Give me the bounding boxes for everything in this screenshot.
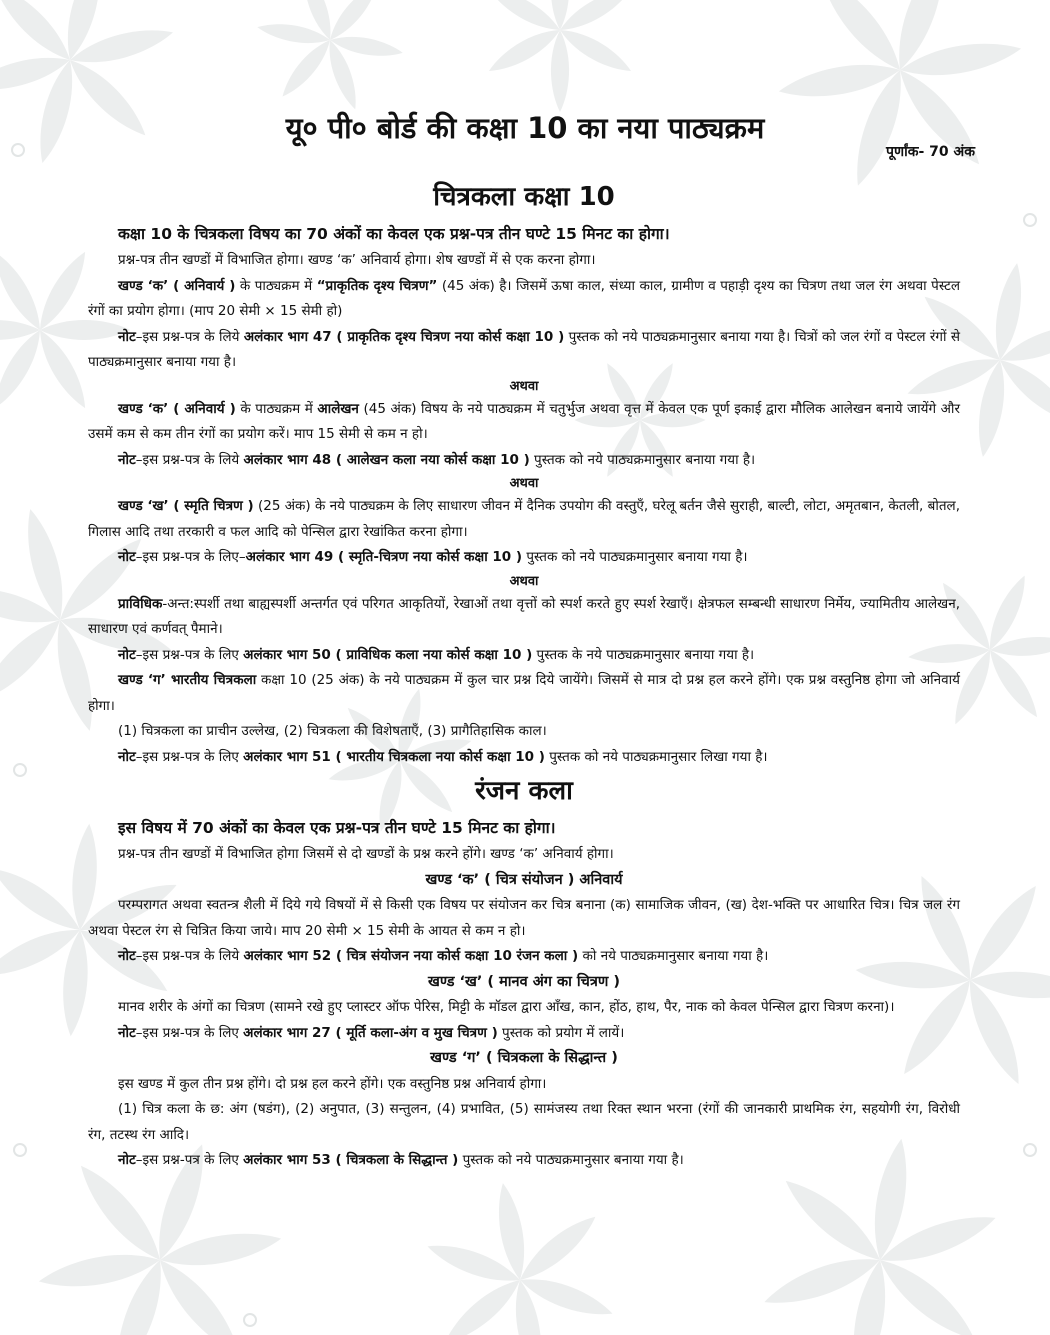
note-paragraph: नोट–इस प्रश्न-पत्र के लिए अलंकार भाग 53 ( चित्रकला के सिद्धान्त ) पुस्तक को नये पाठ्यक्रमानुसार बनाया गया है।	[118, 1152, 684, 1168]
note-paragraph: नोट–इस प्रश्न-पत्र के लिये अलंकार भाग 47 ( प्राकृतिक दृश्य चित्रण नया कोर्स कक्षा 10 ) पुस्तक को नये पाठ्यक्रमानुसार बनाया गया है। चित्रों को जल रंगों व पेस्टल रंगों से पाठ्यक्रमानुसार बनाया गया है।	[88, 328, 961, 370]
paragraph-composition: परम्परागत अथवा स्वतन्त्र शैली में दिये गये विषयों में से किसी एक विषय पर संयोजन कर चित्र बनाना (क) सामाजिक जीवन, (ख) देश-भक्ति पर आधारित चित्र। चित्र जल रंग अथवा पेस्टल रंग से चित्रित किया जाये। माप 20 सेमी × 15 सेमी के आयत से कम न हो।	[88, 897, 960, 939]
subheading-khand-kha: खण्ड ‘ख’ ( मानव अंग का चित्रण )	[427, 973, 621, 990]
label: खण्ड ‘क’ ( अनिवार्य )	[118, 277, 236, 294]
intro-paragraph: प्रश्न-पत्र तीन खण्डों में विभाजित होगा जिसमें से दो खण्डों के प्रश्न करने होंगे। खण्ड ‘क’ अनिवार्य होगा।	[118, 846, 614, 862]
paragraph-khand-ga-indian: खण्ड ‘ग’ भारतीय चित्रकला कक्षा 10 (25 अंक) के नये पाठ्यक्रम में कुल चार प्रश्न दिये जायेंगे। जिसमें से मात्र दो प्रश्न हल करने होंगे। एक प्रश्न वस्तुनिष्ठ होगा जो अनिवार्य होगा।	[88, 672, 960, 714]
section-heading-ranjan-kala: रंजन कला	[475, 776, 573, 806]
intro-paragraph: प्रश्न-पत्र तीन खण्डों में विभाजित होगा। खण्ड ‘क’ अनिवार्य होगा। शेष खण्डों में से एक करना होगा।	[118, 252, 596, 268]
section-heading-painting: चित्रकला कक्षा 10	[433, 182, 615, 212]
paragraph-principles: इस खण्ड में कुल तीन प्रश्न होंगे। दो प्रश्न हल करने होंगे। एक वस्तुनिष्ठ प्रश्न अनिवार्य होगा।	[118, 1075, 547, 1092]
note-paragraph: नोट–इस प्रश्न-पत्र के लिए अलंकार भाग 51 ( भारतीय चित्रकला नया कोर्स कक्षा 10 ) पुस्तक को नये पाठ्यक्रमानुसार लिखा गया है।	[118, 748, 768, 765]
paragraph-khand-ka-design: खण्ड ‘क’ ( अनिवार्य ) के पाठ्यक्रम में आलेखन (45 अंक) विषय के नये पाठ्यक्रम में चतुर्भुज अथवा वृत्त में केवल एक पूर्ण इकाई द्वारा मौलिक आलेखन बनाये जायेंगे और उसमें कम से कम तीन रंगों का प्रयोग करें। माप 15 सेमी से कम न हो।	[88, 400, 961, 442]
lead-statement: इस विषय में 70 अंकों का केवल एक प्रश्न-पत्र तीन घण्टे 15 मिनट का होगा।	[118, 819, 556, 837]
note-paragraph: नोट–इस प्रश्न-पत्र के लिये अलंकार भाग 48 ( आलेखन कला नया कोर्स कक्षा 10 ) पुस्तक को नये पाठ्यक्रमानुसार बनाया गया है।	[118, 451, 756, 468]
or-divider: अथवा	[509, 573, 539, 589]
topic-list: (1) चित्रकला का प्राचीन उल्लेख, (2) चित्रकला की विशेषताएँ, (3) प्रागैतिहासिक काल।	[118, 723, 547, 739]
note-paragraph: नोट–इस प्रश्न-पत्र के लिए–अलंकार भाग 49 ( स्मृति-चित्रण नया कोर्स कक्षा 10 ) पुस्तक को नये पाठ्यक्रमानुसार बनाया गया है।	[118, 549, 748, 565]
subheading-khand-ga: खण्ड ‘ग’ ( चित्रकला के सिद्धान्त )	[430, 1050, 618, 1066]
paragraph-khand-ka-nature: खण्ड ‘क’ ( अनिवार्य ) के पाठ्यक्रम में “प्राकृतिक दृश्य चित्रण” (45 अंक) है। जिसमें ऊषा काल, संध्या काल, ग्रामीण व पहाड़ी दृश्य का चित्रण तथा जल रंग अथवा पेस्टल रंगों का प्रयोग होगा। (माप 20 सेमी × 15 सेमी हो)	[88, 277, 961, 319]
page-title: यू० पी० बोर्ड की कक्षा 10 का नया पाठ्यक्रम	[285, 111, 765, 145]
syllabus-content	[88, 176, 960, 1174]
paragraph-human-body: मानव शरीर के अंगों का चित्रण (सामने रखे हुए प्लास्टर ऑफ पेरिस, मिट्टी के मॉडल द्वारा आँख, कान, होंठ, हाथ, पैर, नाक को केवल पेन्सिल द्वारा चित्रण करना)।	[118, 999, 895, 1015]
or-divider: अथवा	[509, 476, 539, 491]
paragraph-technical: प्राविधिक-अन्त:स्पर्शी तथा बाह्यस्पर्शी अन्तर्गत एवं परिगत आकृतियों, रेखाओं तथा वृत्तों को स्पर्श करते हुए स्पर्श रेखाएँ। क्षेत्रफल सम्बन्धी साधारण निर्मेय, ज्यामितीय आलेखन, साधारण एवं कर्णवत् पैमाने।	[88, 595, 960, 637]
note-paragraph: नोट–इस प्रश्न-पत्र के लिए अलंकार भाग 27 ( मूर्ति कला-अंग व मुख चित्रण ) पुस्तक को प्रयोग में लायें।	[118, 1024, 625, 1041]
subheading-khand-ka: खण्ड ‘क’ ( चित्र संयोजन ) अनिवार्य	[425, 871, 623, 888]
total-marks: पूर्णांक- 70 अंक	[886, 144, 975, 160]
or-divider: अथवा	[509, 378, 539, 394]
paragraph-khand-kha-memory: खण्ड ‘ख’ ( स्मृति चित्रण ) (25 अंक) के नये पाठ्यक्रम के लिए साधारण जीवन में दैनिक उपयोग की वस्तुएँ, घरेलू बर्तन जैसे सुराही, बाल्टी, लोटा, अमृतबान, केतली, बोतल, गिलास आदि तथा तरकारी व फल आदि को पेन्सिल द्वारा रेखांकित करना होगा।	[88, 498, 960, 540]
lead-statement: कक्षा 10 के चित्रकला विषय का 70 अंकों का केवल एक प्रश्न-पत्र तीन घण्टे 15 मिनट का होगा।	[118, 225, 670, 243]
note-paragraph: नोट–इस प्रश्न-पत्र के लिये अलंकार भाग 52 ( चित्र संयोजन नया कोर्स कक्षा 10 रंजन कला ) को नये पाठ्यक्रमानुसार बनाया गया है।	[118, 948, 769, 964]
topic-list: (1) चित्र कला के छ: अंग (षडंग), (2) अनुपात, (3) सन्तुलन, (4) प्रभावित, (5) सामंजस्य तथा रिक्त स्थान भरना (रंगों की जानकारी प्राथमिक रंग, सहयोगी रंग, विरोधी रंग, तटस्थ रंग आदि।	[88, 1101, 960, 1143]
note-paragraph: नोट–इस प्रश्न-पत्र के लिए अलंकार भाग 50 ( प्राविधिक कला नया कोर्स कक्षा 10 ) पुस्तक के नये पाठ्यक्रमानुसार बनाया गया है।	[118, 646, 755, 663]
